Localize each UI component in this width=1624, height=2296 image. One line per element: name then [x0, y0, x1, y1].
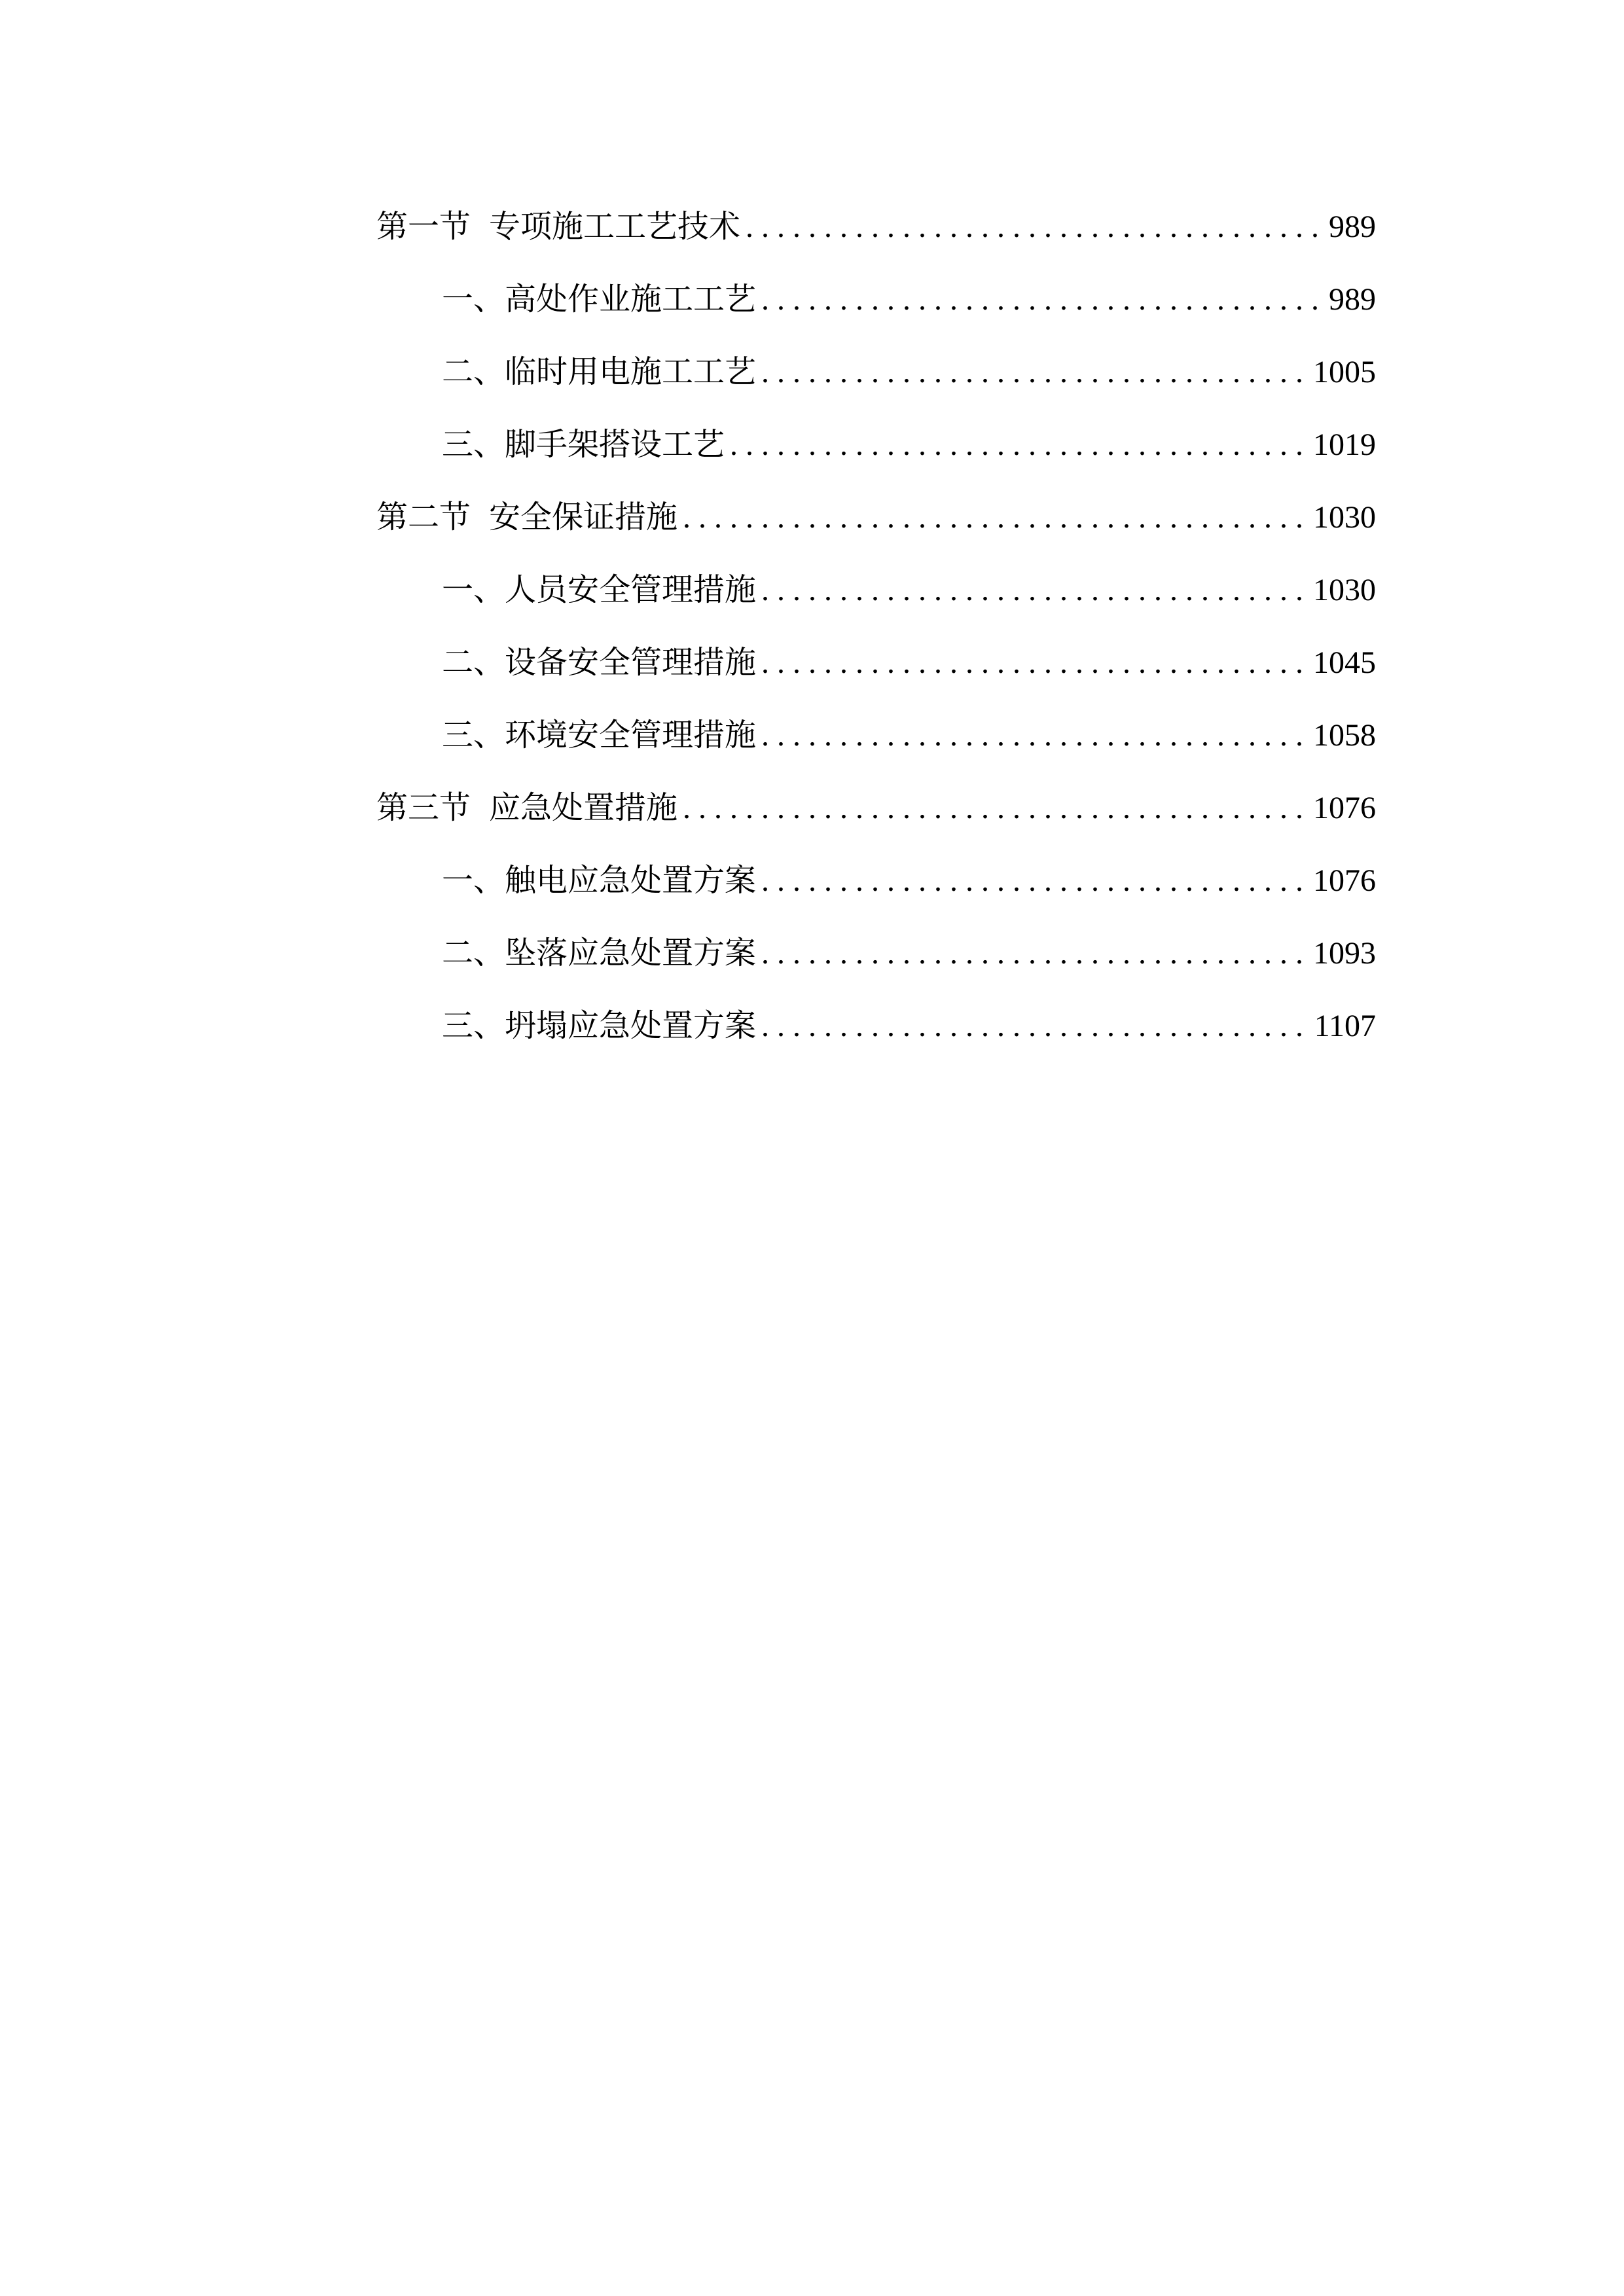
- toc-entry-title: 临时用电施工工艺: [505, 355, 757, 389]
- dot-leader: [761, 990, 1308, 1062]
- toc-entry-number: 三、: [442, 427, 505, 462]
- toc-entry-number: 二、: [442, 936, 505, 971]
- toc-entry-page: 1107: [1314, 1009, 1376, 1043]
- toc-entry-title: 环境安全管理措施: [505, 718, 757, 753]
- dot-leader: [761, 917, 1307, 990]
- toc-entry-title: 触电应急处置方案: [505, 863, 757, 898]
- dot-leader: [761, 844, 1307, 917]
- toc-entry[interactable]: [376, 263, 1376, 336]
- dot-leader: [761, 336, 1307, 408]
- toc-entry-number: 一、: [442, 863, 505, 898]
- toc-entry-page: 989: [1329, 209, 1376, 244]
- toc-entry-number: 第二节: [376, 500, 471, 535]
- toc-entry[interactable]: [376, 554, 1376, 626]
- dot-leader: [683, 772, 1307, 844]
- toc-entry-title: 坠落应急处置方案: [505, 936, 757, 971]
- toc-entry-page: 989: [1329, 282, 1376, 317]
- dot-leader: [730, 408, 1307, 481]
- toc-entry-page: 1076: [1313, 791, 1376, 825]
- dot-leader: [761, 263, 1322, 336]
- toc-entry[interactable]: [376, 990, 1376, 1062]
- table-of-contents: [376, 190, 1376, 1062]
- toc-entry-title: 脚手架搭设工艺: [505, 427, 725, 462]
- toc-entry-page: 1093: [1313, 936, 1376, 971]
- toc-entry-number: 二、: [442, 355, 505, 389]
- toc-entry[interactable]: [376, 190, 1376, 263]
- toc-entry-title: 应急处置措施: [489, 791, 678, 825]
- toc-entry-number: 第一节: [376, 209, 471, 244]
- toc-entry[interactable]: [376, 626, 1376, 699]
- toc-entry-number: 三、: [442, 718, 505, 753]
- toc-entry[interactable]: [376, 481, 1376, 554]
- toc-entry-number: 一、: [442, 573, 505, 607]
- toc-entry-title: 高处作业施工工艺: [505, 282, 757, 317]
- dot-leader: [761, 626, 1307, 699]
- toc-entry-page: 1005: [1313, 355, 1376, 389]
- toc-entry-title: 安全保证措施: [489, 500, 678, 535]
- toc-entry[interactable]: [376, 699, 1376, 772]
- toc-entry[interactable]: [376, 408, 1376, 481]
- toc-entry-number: 第三节: [376, 791, 471, 825]
- toc-entry-page: 1019: [1313, 427, 1376, 462]
- dot-leader: [761, 699, 1307, 772]
- dot-leader: [683, 481, 1307, 554]
- toc-entry[interactable]: [376, 772, 1376, 844]
- toc-entry-title: 设备安全管理措施: [505, 645, 757, 680]
- toc-entry-title: 人员安全管理措施: [505, 573, 757, 607]
- toc-entry-number: 二、: [442, 645, 505, 680]
- toc-entry-page: 1030: [1313, 573, 1376, 607]
- toc-entry-title: 专项施工工艺技术: [489, 209, 741, 244]
- toc-entry-page: 1058: [1313, 718, 1376, 753]
- toc-entry-page: 1030: [1313, 500, 1376, 535]
- dot-leader: [761, 554, 1307, 626]
- dot-leader: [746, 190, 1322, 263]
- toc-entry-number: 一、: [442, 282, 505, 317]
- toc-entry[interactable]: [376, 917, 1376, 990]
- toc-entry-title: 坍塌应急处置方案: [505, 1009, 757, 1043]
- toc-entry[interactable]: [376, 844, 1376, 917]
- toc-entry[interactable]: [376, 336, 1376, 408]
- toc-entry-number: 三、: [442, 1009, 505, 1043]
- toc-entry-page: 1076: [1313, 863, 1376, 898]
- toc-entry-page: 1045: [1313, 645, 1376, 680]
